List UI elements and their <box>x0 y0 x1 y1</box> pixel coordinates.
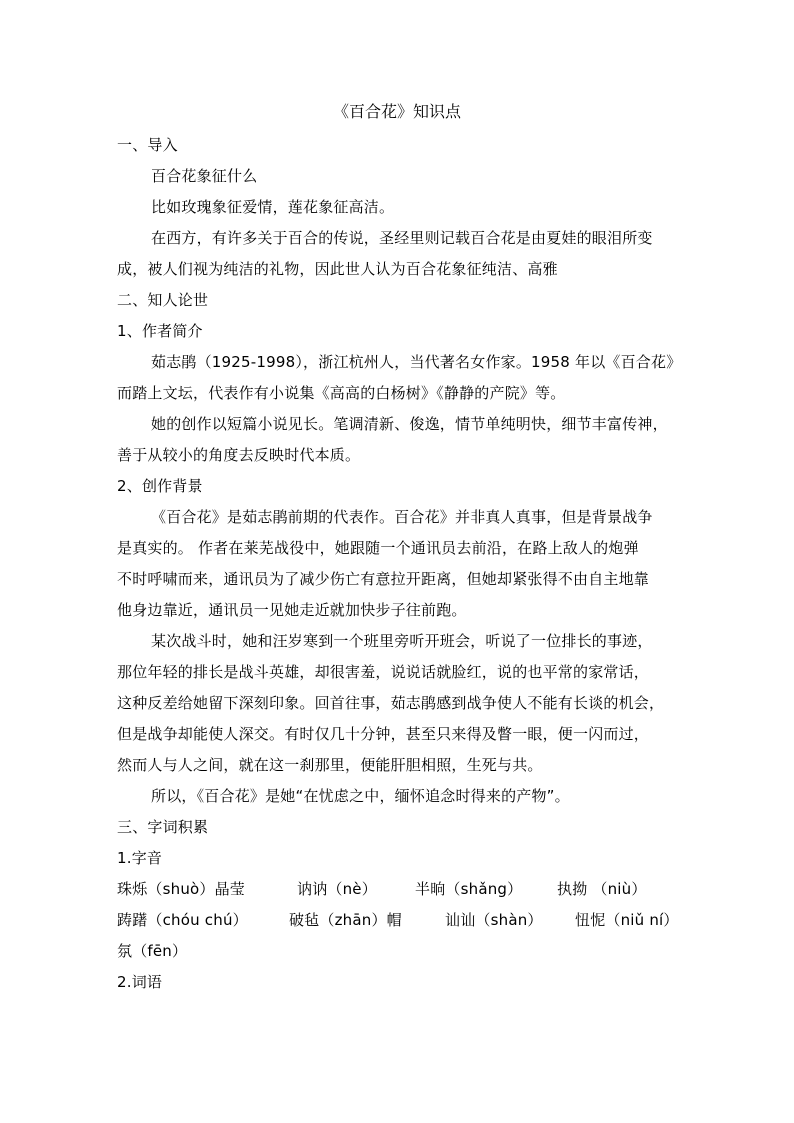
pronunciation-item: 执拗 （niù） <box>557 880 647 898</box>
paragraph-line: 那位年轻的排长是战斗英雄，却很害羞，说说话就脸红，说的也平常的家常话， <box>117 663 650 681</box>
paragraph-line: 他身边靠近，通讯员一见她走近就加快步子往前跑。 <box>117 601 467 619</box>
paragraph-line: 然而人与人之间，就在这一刹那里，便能肝胆相照，生死与共。 <box>117 756 543 774</box>
pronunciation-row <box>117 905 683 936</box>
subheading-author-intro: 1、作者简介 <box>117 322 203 340</box>
document-body <box>117 130 683 998</box>
paragraph-line: 但是战争却能使人深交。有时仅几十分钟，甚至只来得及瞥一眼，便一闪而过， <box>117 725 650 743</box>
section-heading-intro: 一、导入 <box>117 136 178 154</box>
paragraph-line: 善于从较小的角度去反映时代本质。 <box>117 446 361 464</box>
pronunciation-item: 珠烁（shuò）晶莹 <box>117 880 246 898</box>
paragraph-line: 而踏上文坛，代表作有小说集《高高的白杨树》《静静的产院》等。 <box>117 384 566 402</box>
paragraph-line: 她的创作以短篇小说见长。笔调清新、俊逸，情节单纯明快，细节丰富传神， <box>151 415 668 433</box>
paragraph-line: 不时呼啸而来，通讯员为了减少伤亡有意拉开距离，但她却紧张得不由自主地靠 <box>117 570 650 588</box>
paragraph-line: 《百合花》是茹志鹃前期的代表作。百合花》并非真人真事，但是背景战争 <box>151 508 653 526</box>
paragraph-line: 成，被人们视为纯洁的礼物，因此世人认为百合花象征纯洁、高雅 <box>117 260 558 278</box>
paragraph-line: 比如玫瑰象征爱情，莲花象征高洁。 <box>151 198 395 216</box>
subheading-words: 2.词语 <box>117 973 163 991</box>
paragraph-line: 在西方，有许多关于百合的传说，圣经里则记载百合花是由夏娃的眼泪所变 <box>151 229 653 247</box>
pronunciation-row <box>117 874 683 905</box>
paragraph-line: 所以，《百合花》是她“在忧虑之中，缅怀追念时得来的产物”。 <box>151 787 570 805</box>
paragraph-line: 这种反差给她留下深刻印象。回首往事，茹志鹃感到战争使人不能有长谈的机会， <box>117 694 665 712</box>
pronunciation-item: 破毡（zhān）帽 <box>289 911 402 929</box>
paragraph-line: 某次战斗时，她和汪岁寒到一个班里旁听开班会，听说了一位排长的事迹， <box>151 632 653 650</box>
paragraph-line: 是真实的。 作者在莱芜战役中，她跟随一个通讯员去前沿，在路上敌人的炮弹 <box>117 539 639 557</box>
paragraph-line: 茹志鹃（1925-1998），浙江杭州人，当代著名女作家。1958 年以《百合花》 <box>151 353 682 371</box>
subheading-background: 2、创作背景 <box>117 477 203 495</box>
section-heading-vocabulary: 三、字词积累 <box>117 818 209 836</box>
paragraph-line: 百合花象征什么 <box>151 167 258 185</box>
pronunciation-item: 讷讷（nè） <box>297 880 377 898</box>
section-heading-author-context: 二、知人论世 <box>117 291 209 309</box>
document-title: 《百合花》知识点 <box>332 102 461 121</box>
subheading-pronunciation: 1.字音 <box>117 849 163 867</box>
pronunciation-item: 忸怩（niǔ ní） <box>575 911 679 929</box>
pronunciation-item: 半晌（shǎng） <box>415 880 523 898</box>
pronunciation-item: 讪讪（shàn） <box>445 911 543 929</box>
pronunciation-item: 氛（fēn） <box>117 942 188 960</box>
pronunciation-item: 踌躇（chóu chú） <box>117 911 248 929</box>
